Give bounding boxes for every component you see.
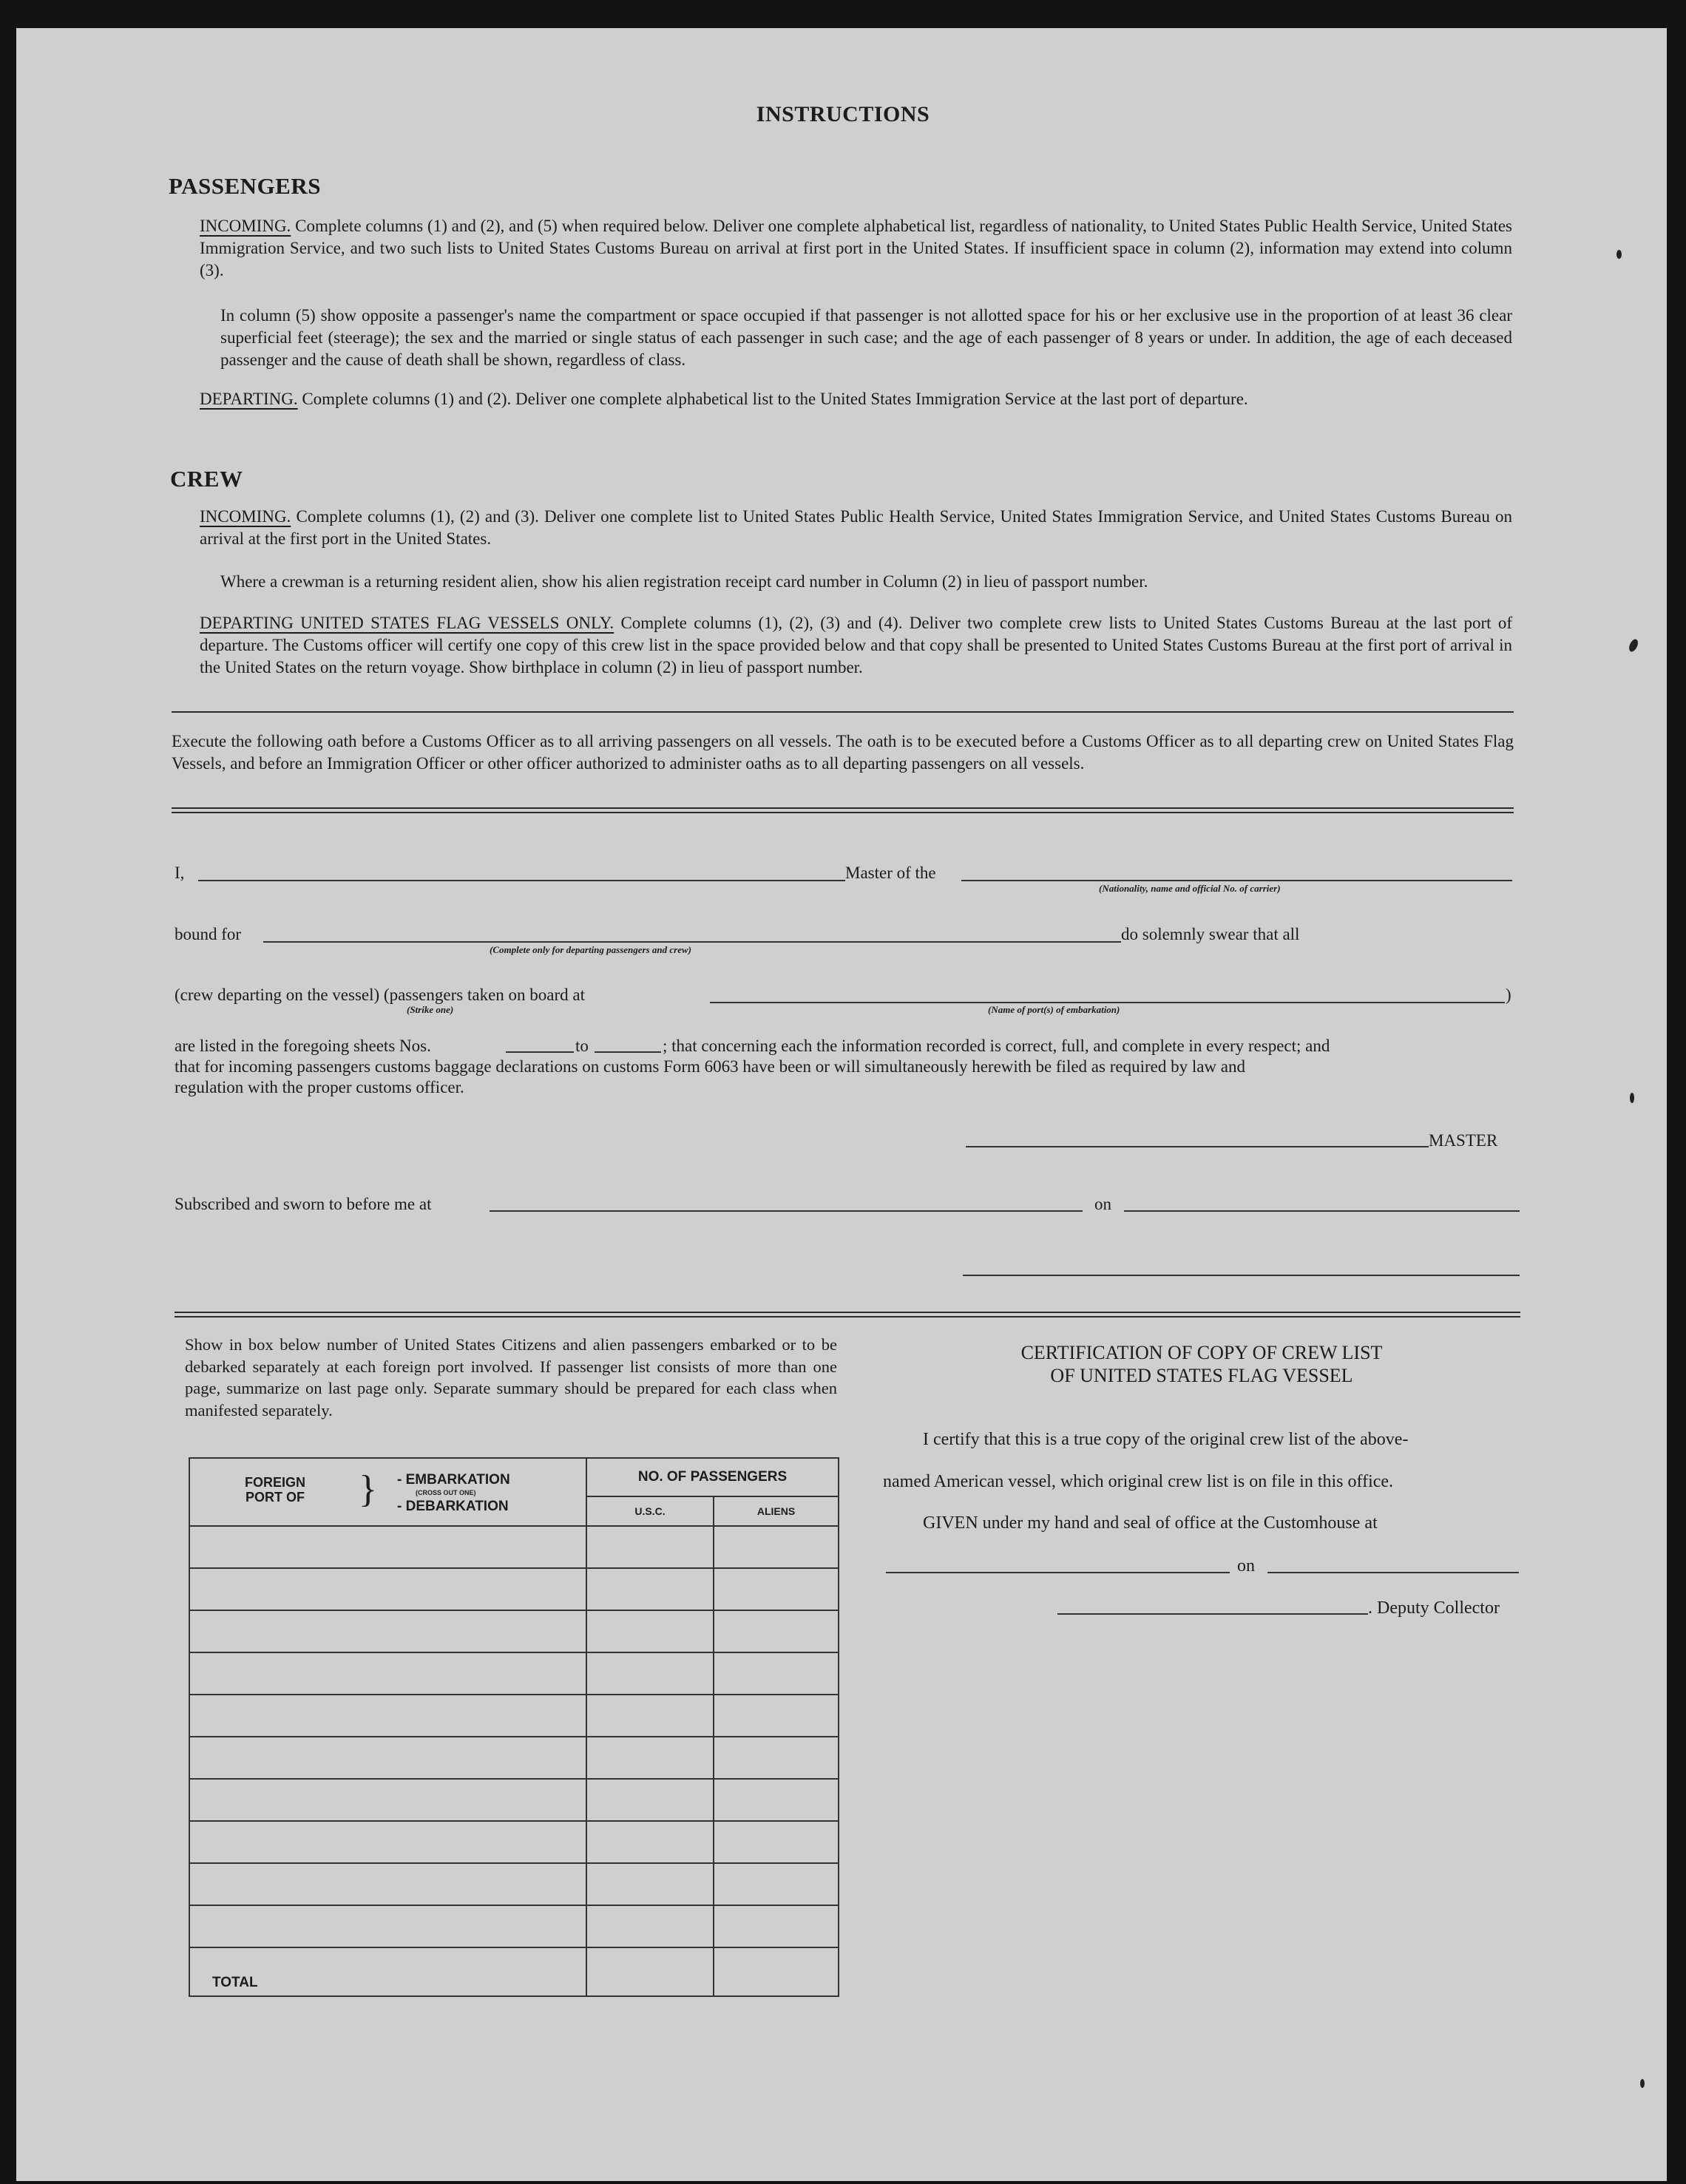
aliens-cell[interactable] <box>714 1526 839 1568</box>
certification-date-field[interactable] <box>1267 1572 1519 1573</box>
passengers-departing-text: Complete columns (1) and (2). Deliver one complete alphabetical list to the United States Immigration Service at the last port of departure. <box>297 390 1248 408</box>
crew-incoming-text: Complete columns (1), (2) and (3). Deliver one complete list to United States Public Health Service, United States Immigration Service, and United States Customs Bureau on arrival at the first port in the United States. <box>200 507 1512 548</box>
master-label: MASTER <box>1429 1131 1498 1150</box>
crew-resident-paragraph: Where a crewman is a returning resident alien, show his alien registration receipt card number in Column (2) in lieu of passport number. <box>220 572 1148 591</box>
sworn-date-field[interactable] <box>1124 1210 1520 1212</box>
usc-cell[interactable] <box>586 1737 714 1779</box>
aliens-cell[interactable] <box>714 1568 839 1610</box>
carrier-field[interactable] <box>961 880 1512 881</box>
certification-line3: GIVEN under my hand and seal of office at the Customhouse at <box>923 1513 1378 1533</box>
listed-line1-a: are listed in the foregoing sheets Nos. <box>175 1037 431 1055</box>
aliens-cell[interactable] <box>714 1779 839 1821</box>
double-divider-lower <box>175 1312 1520 1317</box>
aliens-cell[interactable] <box>714 1737 839 1779</box>
aliens-total-cell[interactable] <box>714 1947 839 1996</box>
port-cell[interactable] <box>189 1821 586 1863</box>
port-embarkation-field[interactable] <box>710 1002 1505 1003</box>
port-cell[interactable] <box>189 1568 586 1610</box>
usc-cell[interactable] <box>586 1652 714 1695</box>
passenger-summary-table <box>189 1457 839 1997</box>
swear-label: do solemnly swear that all <box>1121 925 1300 943</box>
strike-one-caption: (Strike one) <box>407 1004 454 1015</box>
deputy-signature-field[interactable] <box>1057 1613 1368 1615</box>
officer-signature-field[interactable] <box>963 1275 1520 1276</box>
crew-heading: CREW <box>170 466 243 492</box>
usc-cell[interactable] <box>586 1526 714 1568</box>
brace-glyph: } <box>359 1468 377 1510</box>
certification-heading-2: OF UNITED STATES FLAG VESSEL <box>1050 1365 1353 1386</box>
master-signature-field[interactable] <box>966 1146 1429 1147</box>
passengers-departing-paragraph <box>200 388 1512 410</box>
double-divider <box>172 807 1514 813</box>
crew-departing-lead: DEPARTING UNITED STATES FLAG VESSELS ONLY. <box>200 614 615 632</box>
bound-for-caption: (Complete only for departing passengers and crew) <box>490 944 691 955</box>
crew-departing-paragraph <box>200 612 1512 679</box>
passengers-departing-lead: DEPARTING. <box>200 390 298 408</box>
subscribed-label: Subscribed and sworn to before me at <box>175 1195 432 1213</box>
usc-cell[interactable] <box>586 1779 714 1821</box>
usc-cell[interactable] <box>586 1610 714 1652</box>
debarkation-label: - DEBARKATION <box>397 1499 509 1514</box>
sheets-from-field[interactable] <box>506 1051 574 1053</box>
certification-line1: I certify that this is a true copy of the original crew list of the above- <box>923 1430 1409 1449</box>
sworn-on-label: on <box>1094 1195 1111 1213</box>
usc-cell[interactable] <box>586 1863 714 1905</box>
usc-cell[interactable] <box>586 1568 714 1610</box>
close-paren: ) <box>1506 986 1511 1004</box>
aliens-cell[interactable] <box>714 1821 839 1863</box>
listed-line2: that for incoming passengers customs baggage declarations on customs Form 6063 have been or will simultaneously herewith be filed as required by law and <box>175 1057 1246 1076</box>
port-cell[interactable] <box>189 1526 586 1568</box>
passengers-incoming-text: Complete columns (1) and (2), and (5) when required below. Deliver one complete alphabetical list, regardless of nationality, to United States Public Health Service, United States Immigration Service, and two such lists to United States Customs Bureau on arrival at first port in the United States. If insufficient space in column (2), information may extend into column (3). <box>200 217 1512 279</box>
listed-line1-b: ; that concerning each the information recorded is correct, full, and complete in every respect; and <box>663 1037 1330 1055</box>
crew-departing-label: (crew departing on the vessel) (passengers taken on board at <box>175 986 585 1004</box>
port-cell[interactable] <box>189 1652 586 1695</box>
crew-departing-text: Complete columns (1), (2), (3) and (4). Deliver two complete crew lists to United States Customs Bureau at the last port of departure. The Customs officer will certify one copy of this crew list in the space provided below and that copy shall be presented to United States Customs Bureau at the first port of arrival in the United States on the return voyage. Show birthplace in column (2) in lieu of passport number. <box>200 614 1512 676</box>
cross-out-label: (CROSS OUT ONE) <box>416 1489 476 1496</box>
port-cell[interactable] <box>189 1863 586 1905</box>
certification-line2: named American vessel, which original crew list is on file in this office. <box>883 1472 1394 1491</box>
deputy-collector-label: . Deputy Collector <box>1368 1598 1500 1618</box>
carrier-caption: (Nationality, name and official No. of carrier) <box>1099 883 1281 894</box>
listed-to-label: to <box>575 1037 589 1055</box>
crew-incoming-paragraph <box>200 506 1512 550</box>
scan-speck <box>1616 250 1622 259</box>
passengers-incoming-paragraph <box>200 215 1512 282</box>
total-label: TOTAL <box>189 1947 586 1996</box>
no-of-passengers-header: NO. OF PASSENGERS <box>586 1458 839 1496</box>
usc-cell[interactable] <box>586 1905 714 1947</box>
aliens-header: ALIENS <box>714 1496 839 1526</box>
usc-cell[interactable] <box>586 1821 714 1863</box>
master-of-the-label: Master of the <box>845 864 936 882</box>
master-name-field[interactable] <box>198 880 845 881</box>
listed-line3: regulation with the proper customs officer. <box>175 1078 464 1096</box>
aliens-cell[interactable] <box>714 1610 839 1652</box>
port-cell[interactable] <box>189 1610 586 1652</box>
aliens-cell[interactable] <box>714 1695 839 1737</box>
certification-on-label: on <box>1237 1556 1255 1576</box>
oath-intro-paragraph: Execute the following oath before a Customs Officer as to all arriving passengers on all vessels. The oath is to be executed before a Customs Officer as to all departing crew on United States Flag Vessels, and before an Immigration Officer or other officer authorized to administer oaths as to all departing passengers on all vessels. <box>172 732 1514 773</box>
foreign-port-of-label: FOREIGN PORT OF <box>244 1475 305 1505</box>
port-cell[interactable] <box>189 1695 586 1737</box>
usc-header: U.S.C. <box>586 1496 714 1526</box>
certification-heading-1: CERTIFICATION OF COPY OF CREW LIST <box>1020 1342 1383 1363</box>
usc-total-cell[interactable] <box>586 1947 714 1996</box>
page-title: INSTRUCTIONS <box>756 102 930 126</box>
embarkation-label: - EMBARKATION <box>397 1472 510 1488</box>
bound-for-label: bound for <box>175 925 242 943</box>
aliens-cell[interactable] <box>714 1905 839 1947</box>
sworn-place-field[interactable] <box>490 1210 1083 1212</box>
divider-rule <box>172 711 1514 713</box>
scan-speck <box>1640 2079 1645 2088</box>
passengers-heading: PASSENGERS <box>169 173 321 199</box>
ports-caption: (Name of port(s) of embarkation) <box>988 1004 1120 1015</box>
aliens-cell[interactable] <box>714 1863 839 1905</box>
port-cell[interactable] <box>189 1779 586 1821</box>
usc-cell[interactable] <box>586 1695 714 1737</box>
oath-i-label: I, <box>175 864 185 882</box>
aliens-cell[interactable] <box>714 1652 839 1695</box>
sheets-to-field[interactable] <box>595 1051 661 1053</box>
passengers-incoming-lead: INCOMING. <box>200 217 291 235</box>
bound-for-field[interactable] <box>263 941 1121 943</box>
customhouse-field[interactable] <box>886 1572 1230 1573</box>
port-cell[interactable] <box>189 1737 586 1779</box>
passengers-column5-paragraph: In column (5) show opposite a passenger's name the compartment or space occupied if that passenger is not allotted space for his or her exclusive use in the proportion of at least 36 clear superficial feet (steerage); the sex and the married or single status of each passenger in such case; and the age of each passenger of 8 years or under. In addition, the age of each deceased passenger and the cause of death shall be shown, regardless of class. <box>220 306 1512 369</box>
crew-incoming-lead: INCOMING. <box>200 507 291 526</box>
foreign-port-header <box>189 1458 586 1526</box>
port-cell[interactable] <box>189 1905 586 1947</box>
scan-speck <box>1630 1093 1634 1103</box>
summary-intro: Show in box below number of United States Citizens and alien passengers embarked or to be debarked separately at each foreign port involved. If passenger list consists of more than one page, summarize on last page only. Separate summary should be prepared for each class when manifested separately. <box>185 1335 837 1420</box>
